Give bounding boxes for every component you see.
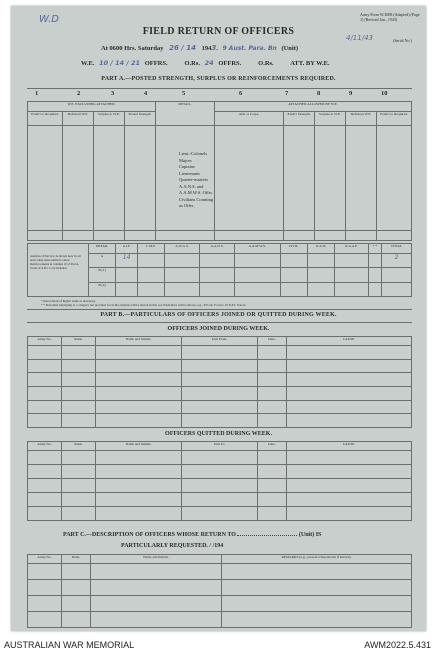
handwritten-initials: W.D xyxy=(39,14,59,25)
sub-header: Surplus to W.E. xyxy=(315,112,346,126)
part-c-requested xyxy=(121,543,223,549)
document-title: FIELD RETURN OF OFFICERS xyxy=(142,26,295,37)
part-c-line1: PART C.—DESCRIPTION OF OFFICERS WHOSE RETURN TO xyxy=(63,532,236,538)
analysis-header: * * xyxy=(368,244,381,254)
handwritten-unit: 9 Aust. Para. Bn xyxy=(222,45,277,52)
analysis-header: R.A.N. xyxy=(308,244,335,254)
analysis-header: R.A.A.F. xyxy=(335,244,368,254)
analysis-header: A.A.M.W.S. xyxy=(234,244,280,254)
col-num: 4 xyxy=(144,90,148,97)
quitted-header: Army No. xyxy=(28,442,62,451)
part-a-table xyxy=(27,101,412,241)
ors-label: O.Rs. xyxy=(184,60,201,67)
quitted-header: Unit To. xyxy=(182,442,258,451)
column-numbers xyxy=(31,90,416,100)
handwritten-serial: 4/11/43 xyxy=(346,34,373,42)
part-a-heading: PART A.—POSTED STRENGTH, SURPLUS OR REINFORCEMENTS REQUIRED. xyxy=(101,76,336,82)
rank-item: Captains xyxy=(179,164,195,169)
sub-header: Surplus to W.E. xyxy=(94,112,125,126)
rank-item: Lieutenants xyxy=(179,170,200,176)
divider xyxy=(27,88,412,89)
col-num: 2 xyxy=(77,90,81,97)
joined-header: CAUSE. xyxy=(287,337,412,346)
part-c-header: Rank. xyxy=(62,555,91,564)
handwritten-mark: 14 xyxy=(116,254,138,268)
attached-allowed-header: ATTACHED ALLOWED BY W.E. xyxy=(215,102,412,112)
analysis-label: Analysis of Part A to be shown here by all units. Only units entitled to show Reinforcements in columns 10 of Part A. Totals of A B C to be included. xyxy=(28,244,89,297)
handwritten-date: 26 / 14 xyxy=(169,44,197,52)
part-c-date: / /194 xyxy=(209,543,224,549)
rank-item: as Offrs. xyxy=(179,203,195,208)
joined-header: Name and Initials. xyxy=(96,337,182,346)
sub-header: Estab't Strength. xyxy=(284,112,315,126)
quitted-header: CAUSE. xyxy=(287,442,412,451)
unit-label: (Unit) xyxy=(281,45,299,52)
analysis-header: A.A.N.S. xyxy=(200,244,235,254)
part-b-heading: PART B.—PARTICULARS OF OFFICERS JOINED OR QUITTED DURING WEEK. xyxy=(100,312,337,318)
serial-label: (Serial No.) xyxy=(393,38,412,43)
col-num: 9 xyxy=(349,90,353,97)
rank-list xyxy=(179,151,213,210)
document-sheet xyxy=(11,6,426,631)
quitted-header: Rank. xyxy=(62,442,96,451)
sub-header: Arm or Corps. xyxy=(215,112,284,126)
analysis-header: TOTAL xyxy=(382,244,412,254)
col-num: 5 xyxy=(182,90,186,97)
date-line-prefix: At 0600 Hrs. Saturday xyxy=(101,45,164,52)
sub-header: Estab't to Required. xyxy=(377,112,412,126)
part-c-line2: PARTICULARLY REQUESTED. xyxy=(121,543,208,549)
analysis-header: DETAIL xyxy=(89,244,116,254)
joined-table xyxy=(27,336,412,428)
we-excluding-header: W.E. EXCLUDING ATTACHED. xyxy=(28,102,156,112)
sub-header: Deficient W.E. xyxy=(346,112,377,126)
part-c-header: REMARKS (e.g., present whereabouts if known). xyxy=(222,555,412,564)
footer-accession: AWM2022.5.431 xyxy=(364,640,431,650)
footer-source: AUSTRALIAN WAR MEMORIAL xyxy=(4,640,135,650)
joined-header: Army No. xyxy=(28,337,62,346)
sub-header: Deficient W.E. xyxy=(63,112,94,126)
analysis-header: CIVIL. xyxy=(280,244,308,254)
analysis-row-label: B (2) xyxy=(89,282,116,296)
rank-item: A.A.M.W.S. Offrs. xyxy=(179,190,214,195)
part-c-heading xyxy=(63,532,423,538)
analysis-row-label: A xyxy=(89,254,116,268)
year-label: 194 xyxy=(201,45,212,52)
footnotes xyxy=(41,299,246,307)
joined-header: Unit From. xyxy=(182,337,258,346)
col-num: 10 xyxy=(381,90,388,97)
col-num: 6 xyxy=(239,90,243,97)
date-line: At 0600 Hrs. Saturday 26 / 14 1943. 9 Aust. Para. Bn (Unit) xyxy=(101,44,299,52)
quitted-title: OFFICERS QUITTED DURING WEEK. xyxy=(165,431,272,437)
offrs2-label: OFFRS. xyxy=(218,60,242,67)
analysis-header: A.I.F. xyxy=(116,244,138,254)
part-c-header: Name and Initials. xyxy=(91,555,222,564)
joined-header: Rank. xyxy=(62,337,96,346)
joined-header: Date. xyxy=(258,337,287,346)
rank-item: Lieut.-Colonels xyxy=(179,151,208,156)
footnote: * Insert detail of higher ranks as necessary. xyxy=(41,299,96,303)
quitted-table xyxy=(27,441,412,521)
joined-title: OFFICERS JOINED DURING WEEK. xyxy=(167,326,270,332)
detail-header: DETAIL. xyxy=(156,102,215,126)
part-c-header: Army No. xyxy=(28,555,62,564)
att-label: ATT. BY W.E. xyxy=(290,60,330,67)
analysis-header: A.W.A.S. xyxy=(164,244,200,254)
divider xyxy=(27,322,412,323)
handwritten-we-offrs: 10 / 14 / 21 xyxy=(99,59,141,67)
col-num: 1 xyxy=(35,90,39,97)
part-c-unit: (Unit) IS xyxy=(298,532,322,538)
rank-item: Quarter-masters xyxy=(179,177,208,182)
form-reference: Army Form W.3008 (Adapted) (Page 1) (Revised Jan., 1943) xyxy=(360,12,420,22)
analysis-row-label: B (1) xyxy=(89,268,116,282)
rank-item: Civilians Counting xyxy=(179,196,214,202)
rank-item: Majors xyxy=(179,157,192,163)
handwritten-we-ors: 24 xyxy=(204,59,214,67)
sub-header: Posted Strength. xyxy=(125,112,156,126)
col-num: 8 xyxy=(317,90,321,97)
ors2-label: O.Rs. xyxy=(258,60,274,67)
we-line xyxy=(81,59,330,67)
rank-item: A.A.N.S. and xyxy=(179,183,204,189)
handwritten-mark: 2 xyxy=(382,254,412,268)
quitted-header: Name and Initials. xyxy=(96,442,182,451)
analysis-header: C.M.F. xyxy=(138,244,165,254)
footnote: * * Personnel belonging to a category not provided for in the analysis will be shown in this col. Particulars will be shown, e.g., 30 U.K. Forces; 10 N.E.I. Forces. xyxy=(41,303,247,307)
analysis-table xyxy=(27,243,412,297)
sub-header: Estab't to Required. xyxy=(28,112,63,126)
offrs-label: OFFRS. xyxy=(144,60,168,67)
quitted-header: Date. xyxy=(258,442,287,451)
handwritten-year: 3 xyxy=(211,44,217,52)
col-num: 3 xyxy=(111,90,115,97)
we-label: W.E. xyxy=(81,60,95,67)
part-c-table xyxy=(27,554,412,628)
divider xyxy=(27,309,412,310)
col-num: 7 xyxy=(285,90,289,97)
